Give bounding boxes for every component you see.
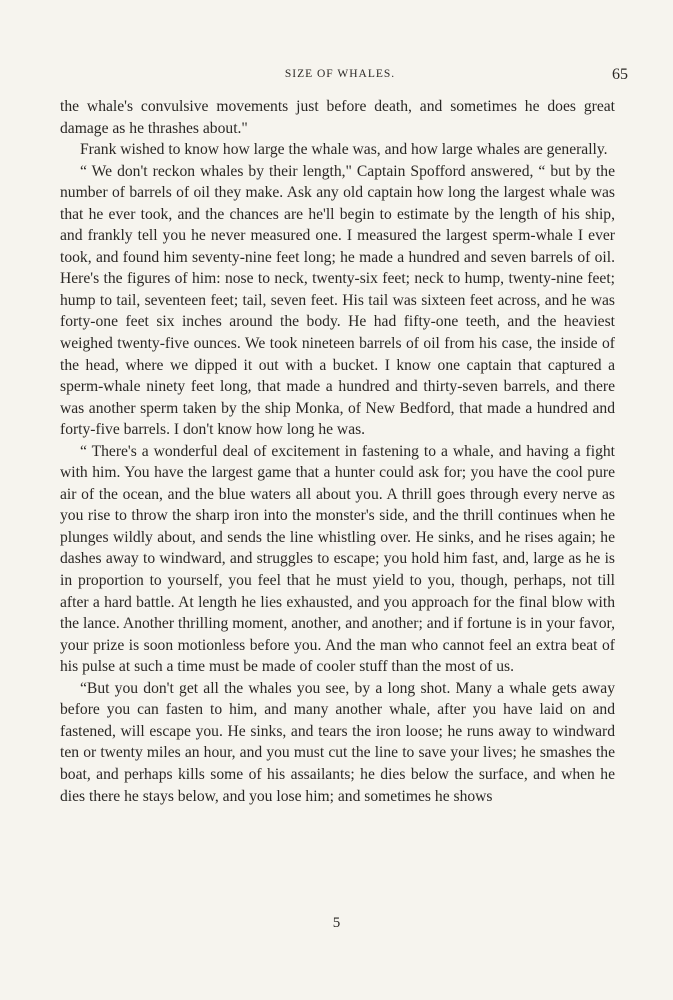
paragraph-4: “ There's a wonderful deal of excitement in fastening to a whale, and having a fight with him. You have the largest game that a hunter could ask for; you have the cool pure air of the ocean, and the blue waters all about you. A thrill goes through every nerve as you rise to throw the sharp iron into the monster's side, and the thrill continues when he plunges wildly about, and sends the line whistling over. He sinks, and he rises again; he dashes away to windward, and struggles to escape; you hold him fast, and, large as he is in proportion to yourself, you feel that he must yield to you, though, perhaps, not till after a hard battle. At length he lies exhausted, and you approach for the final blow with the lance. Another thrilling moment, another, and another; and if fortune is in your favor, your prize is soon motionless before you. And the man who cannot feel an extra beat of his pulse at such a time must be made of cooler stuff than the most of us. [60,442,615,676]
paragraph-5: “But you don't get all the whales you see, by a long shot. Many a whale gets away before you can fasten to him, and many another whale, after you have laid on and fastened, will escape you. He sinks, and tears the iron loose; he runs away to windward ten or twenty miles an hour, and you must cut the line to save your lives; he smashes the boat, and perhaps kills some of his assailants; he dies below the surface, and when he dies there he stays below, and you lose him; and sometimes he shows [60,679,615,805]
page-number: 65 [612,66,628,83]
paragraph-2: Frank wished to know how large the whale was, and how large whales are generally. [80,141,608,159]
signature-mark: 5 [332,915,341,931]
paragraph-1: the whale's convulsive movements just before death, and sometimes he does great damage as he thrashes about." [60,98,615,137]
running-title: SIZE OF WHALES. [284,68,396,80]
page-header [60,66,628,86]
paragraph-3: “ We don't reckon whales by their length," Captain Spofford answered, “ but by the number of barrels of oil they make. Ask any old captain how long the largest whale was that he ever took, and the chances are he'll begin to estimate by the length of his ship, and frankly tell you he never measured one. I measured the largest sperm-whale I ever took, and found him seventy-nine feet long; he made a hundred and seven barrels of oil. Here's the figures of him: nose to neck, twenty-six feet; neck to hump, twenty-nine feet; hump to tail, seventeen feet; tail, seven feet. His tail was sixteen feet across, and he was forty-one feet six inches around the body. He had fifty-one teeth, and the heaviest weighed twenty-five ounces. We took nineteen barrels of oil from his case, the inside of the head, where we dipped it out with a bucket. I know one captain that captured a sperm-whale ninety feet long, that made a hundred and thirty-seven barrels, and there was another sperm taken by the ship Monka, of New Bedford, that made a hundred and forty-five barrels. I don't know how long he was. [60,162,615,439]
body-text [60,96,615,807]
